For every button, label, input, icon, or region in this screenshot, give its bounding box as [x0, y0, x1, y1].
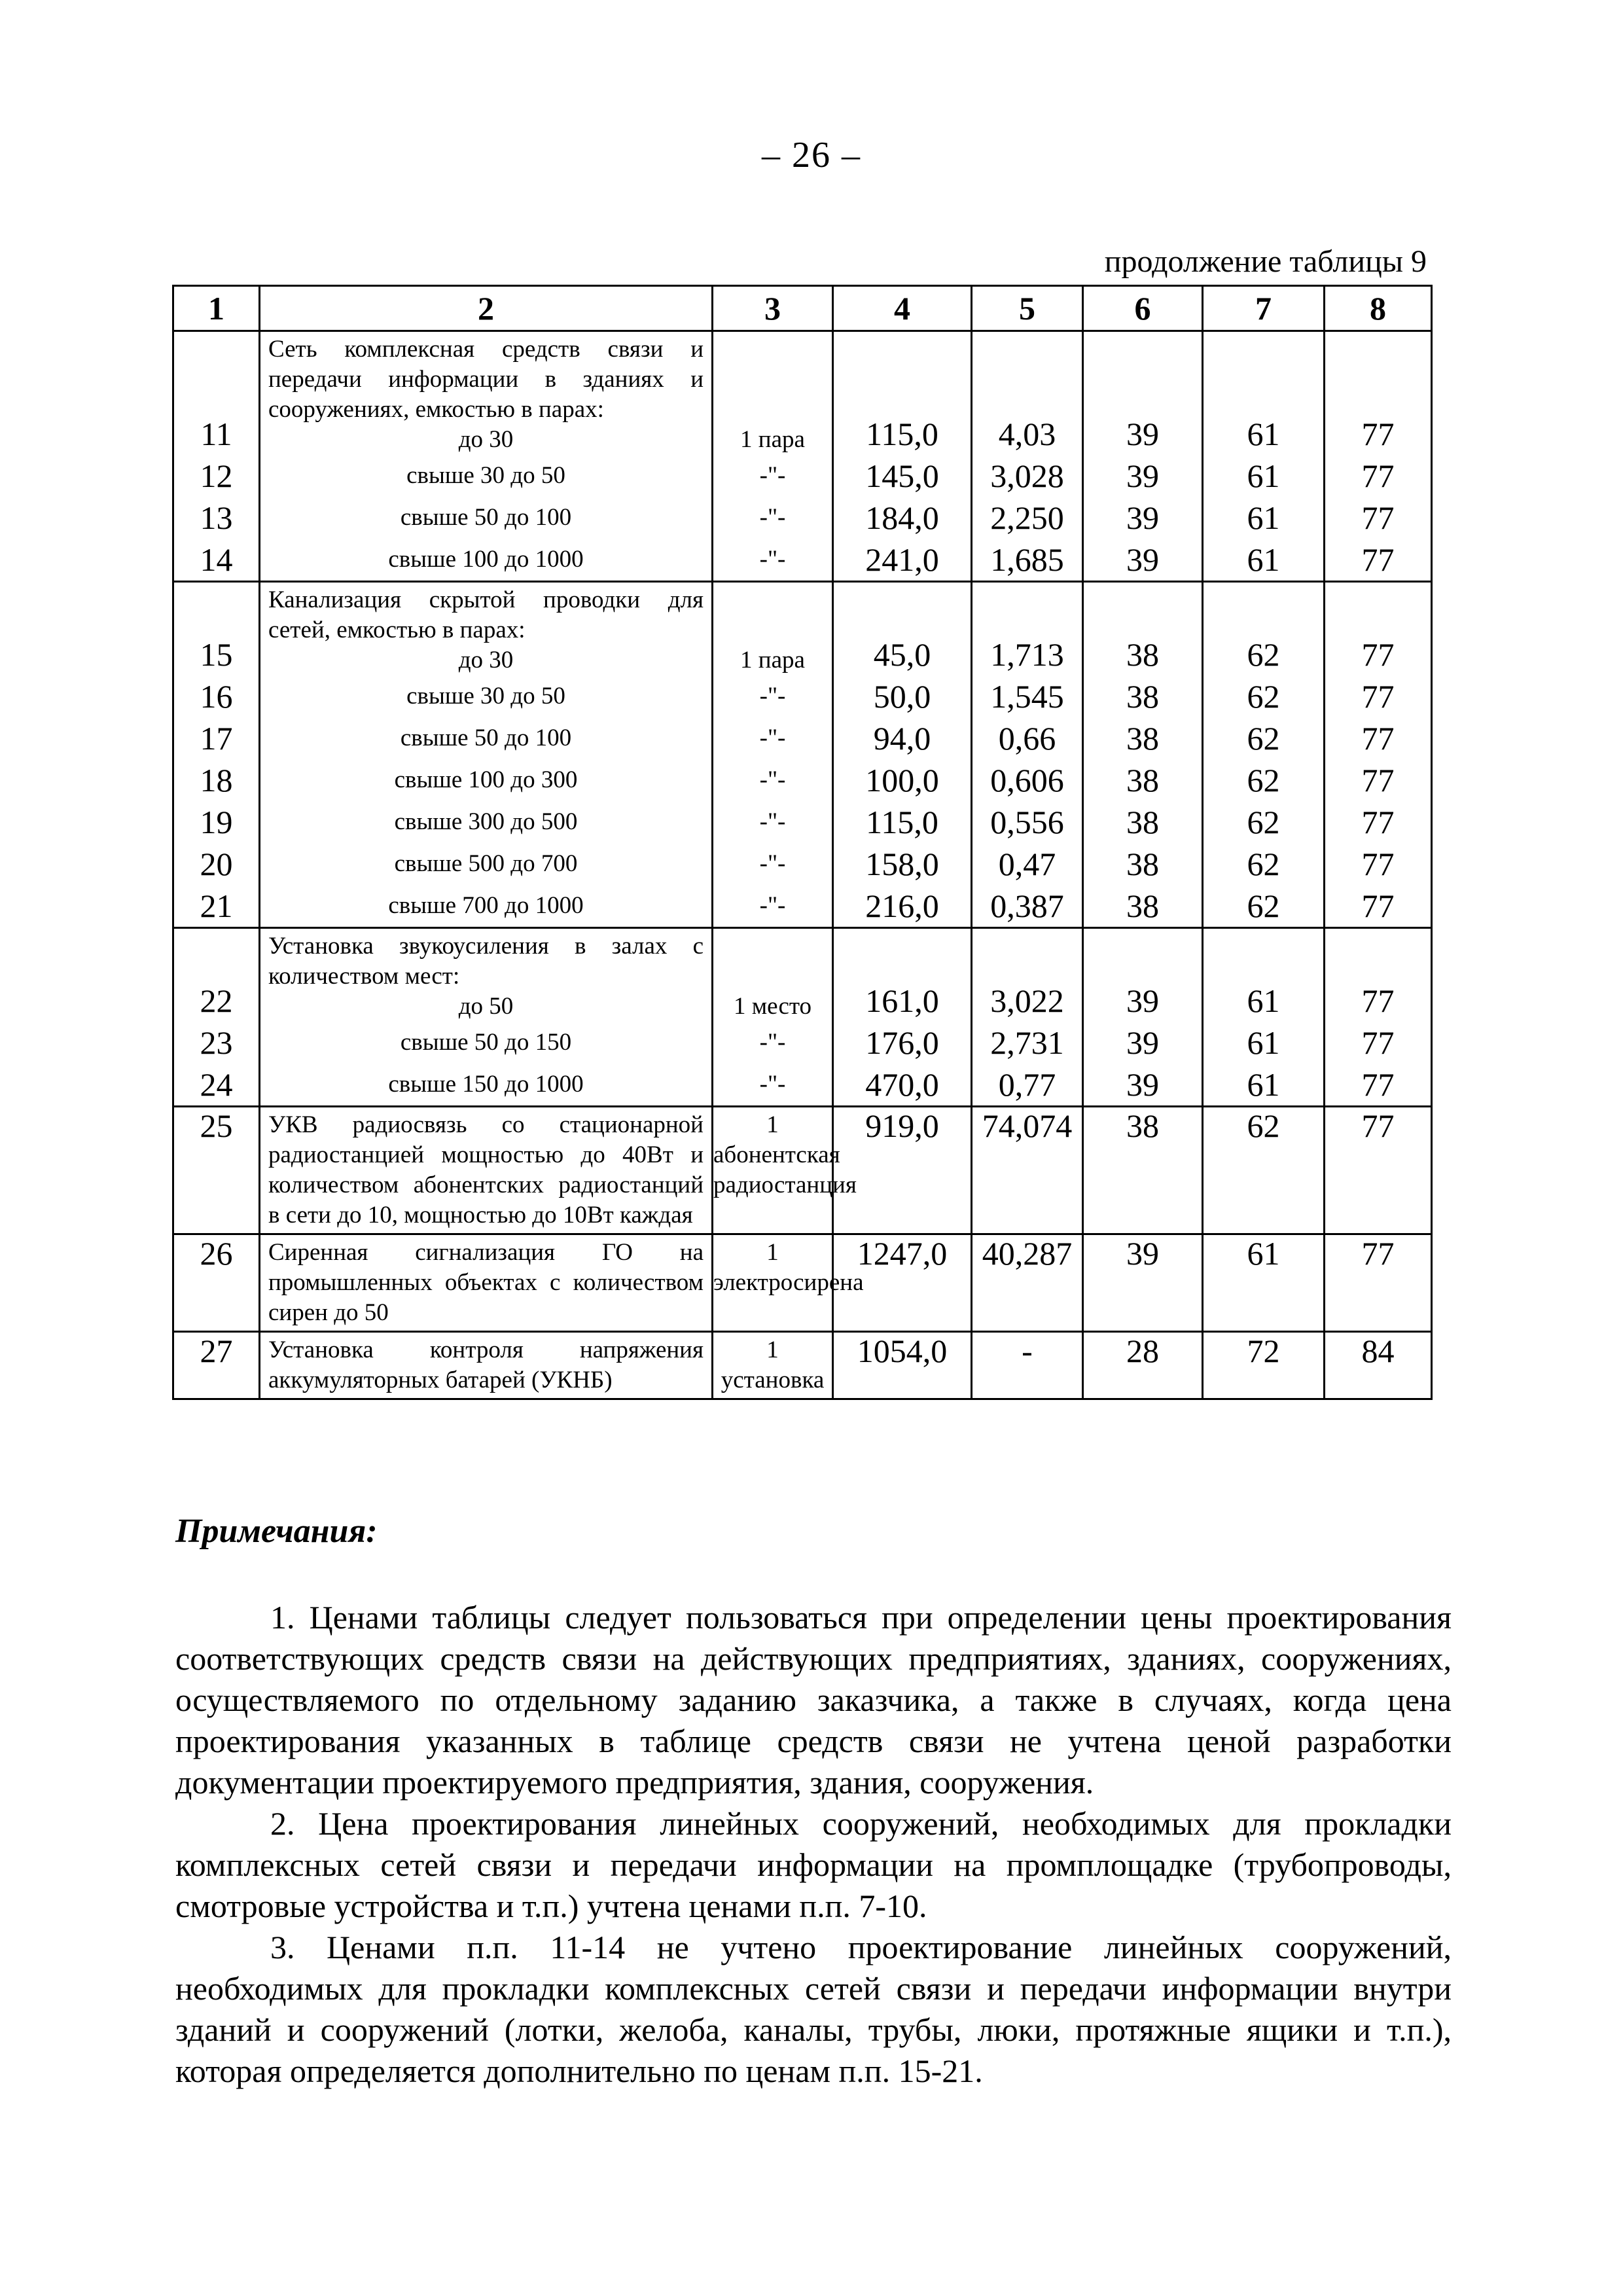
value: 94,0 — [873, 720, 931, 757]
value: 77 — [1361, 541, 1395, 578]
value: 2,250 — [990, 499, 1064, 536]
table-row — [173, 1107, 1432, 1234]
unit-value: 1 пара — [740, 647, 805, 673]
value: 4,03 — [998, 416, 1056, 452]
value-cell: 40,287 — [972, 1234, 1083, 1332]
unit-value: 1 место — [733, 993, 812, 1020]
value: 0,66 — [998, 720, 1056, 757]
value: 61 — [1247, 541, 1280, 578]
value: 38 — [1126, 678, 1159, 715]
value: 61 — [1247, 499, 1280, 536]
unit-cell — [713, 928, 833, 1107]
value: 77 — [1361, 416, 1395, 452]
value: 62 — [1247, 678, 1280, 715]
column-header: 6 — [1083, 286, 1203, 331]
row-number: 23 — [200, 1024, 233, 1061]
description-cell: Сиренная сигнализация ГО на промышленных объектах с количеством сирен до 50 — [260, 1234, 713, 1332]
unit-value: -"- — [759, 766, 786, 793]
value: 39 — [1126, 499, 1159, 536]
group-header: Установка звукоусиления в залах с количеством мест: — [268, 933, 704, 990]
group-header: Сеть комплексная средств связи и передачи информации в зданиях и сооружениях, емкостью в парах: — [268, 336, 704, 423]
table-group-row — [173, 928, 1432, 1107]
description-cell — [260, 331, 713, 582]
range-label: свыше 500 до 700 — [394, 850, 578, 877]
value: 77 — [1361, 457, 1395, 494]
unit-cell: 1 абонентская радиостанция — [713, 1107, 833, 1234]
value: 39 — [1126, 457, 1159, 494]
value: 77 — [1361, 720, 1395, 757]
value: 61 — [1247, 457, 1280, 494]
unit-cell: 1 электросирена — [713, 1234, 833, 1332]
value-cell: 72 — [1203, 1332, 1325, 1399]
unit-value: -"- — [759, 725, 786, 751]
page-number: – 26 – — [762, 135, 861, 175]
value: 62 — [1247, 636, 1280, 673]
row-number-cell — [173, 331, 260, 582]
value: 0,387 — [990, 888, 1064, 924]
range-label: до 30 — [458, 426, 514, 453]
unit-value: -"- — [759, 504, 786, 531]
value-cell: 1247,0 — [833, 1234, 972, 1332]
note-item: 2. Цена проектирования линейных сооружений, необходимых для прокладки комплексных сетей связи и передачи информации на промплощадке (трубопроводы, смотровые устройства и т.п.) учтена ценами п.п. 7-10. — [175, 1805, 1452, 1924]
value: 1,545 — [990, 678, 1064, 715]
value-cell — [833, 928, 972, 1107]
value: 184,0 — [865, 499, 939, 536]
value-cell: 62 — [1203, 1107, 1325, 1234]
unit-value: -"- — [759, 546, 786, 573]
row-number: 16 — [200, 678, 233, 715]
value: 158,0 — [865, 846, 939, 882]
value: 115,0 — [866, 804, 938, 840]
unit-value: 1 пара — [740, 426, 805, 453]
unit-value: -"- — [759, 683, 786, 709]
range-label: до 30 — [458, 647, 514, 673]
range-label: свыше 300 до 500 — [394, 808, 578, 835]
row-number: 25 — [173, 1107, 260, 1234]
value: 1,685 — [990, 541, 1064, 578]
range-label: свыше 700 до 1000 — [388, 892, 584, 919]
value: 77 — [1361, 982, 1395, 1019]
value-cell — [1083, 331, 1203, 582]
row-number-cell — [173, 928, 260, 1107]
column-header: 2 — [260, 286, 713, 331]
value: 470,0 — [865, 1066, 939, 1103]
value: 77 — [1361, 762, 1395, 798]
column-header: 1 — [173, 286, 260, 331]
value: 115,0 — [866, 416, 938, 452]
value: 0,47 — [998, 846, 1056, 882]
value: 0,606 — [990, 762, 1064, 798]
value: 50,0 — [873, 678, 931, 715]
value: 45,0 — [873, 636, 931, 673]
value: 62 — [1247, 762, 1280, 798]
value-cell — [1083, 928, 1203, 1107]
unit-value: -"- — [759, 850, 786, 877]
row-number: 22 — [200, 982, 233, 1019]
range-label: свыше 100 до 300 — [394, 766, 578, 793]
unit-value: -"- — [759, 892, 786, 919]
row-number: 24 — [200, 1066, 233, 1103]
value: 39 — [1126, 1024, 1159, 1061]
value-cell: 84 — [1325, 1332, 1432, 1399]
row-number: 20 — [200, 846, 233, 882]
range-label: свыше 30 до 50 — [406, 683, 565, 709]
group-header: Канализация скрытой проводки для сетей, емкостью в парах: — [268, 586, 704, 643]
value: 39 — [1126, 982, 1159, 1019]
value-cell: 77 — [1325, 1107, 1432, 1234]
value-cell: - — [972, 1332, 1083, 1399]
value: 3,022 — [990, 982, 1064, 1019]
table-continuation-label: продолжение таблицы 9 — [1104, 244, 1427, 279]
value-cell — [1203, 582, 1325, 928]
unit-value: -"- — [759, 462, 786, 489]
row-number: 14 — [200, 541, 233, 578]
row-number: 17 — [200, 720, 233, 757]
value: 39 — [1126, 1066, 1159, 1103]
range-label: свыше 50 до 100 — [400, 725, 572, 751]
value-cell — [972, 331, 1083, 582]
value-cell: 28 — [1083, 1332, 1203, 1399]
row-number: 11 — [200, 416, 232, 452]
column-header: 5 — [972, 286, 1083, 331]
value: 61 — [1247, 1024, 1280, 1061]
value-cell: 74,074 — [972, 1107, 1083, 1234]
table-group-row — [173, 331, 1432, 582]
value-cell — [1203, 331, 1325, 582]
value: 1,713 — [990, 636, 1064, 673]
unit-value: -"- — [759, 1071, 786, 1098]
value: 77 — [1361, 636, 1395, 673]
value: 2,731 — [990, 1024, 1064, 1061]
range-label: свыше 150 до 1000 — [388, 1071, 584, 1098]
notes — [175, 1597, 1452, 2092]
column-header: 7 — [1203, 286, 1325, 331]
unit-value: -"- — [759, 808, 786, 835]
value: 145,0 — [865, 457, 939, 494]
description-cell — [260, 928, 713, 1107]
unit-cell — [713, 331, 833, 582]
value-cell: 1054,0 — [833, 1332, 972, 1399]
value: 39 — [1126, 416, 1159, 452]
row-number: 21 — [200, 888, 233, 924]
value: 38 — [1126, 846, 1159, 882]
value-cell: 919,0 — [833, 1107, 972, 1234]
range-label: свыше 50 до 100 — [400, 504, 572, 531]
value: 3,028 — [990, 457, 1064, 494]
note-item: 3. Ценами п.п. 11-14 не учтено проектирование линейных сооружений, необходимых для прокладки комплексных сетей связи и передачи информации внутри зданий и сооружений (лотки, желоба, каналы, трубы, люки, протяжные ящики и т.п.), которая определяется дополнительно по ценам п.п. 15-21. — [175, 1929, 1452, 2089]
value: 62 — [1247, 846, 1280, 882]
unit-value: -"- — [759, 1029, 786, 1056]
value: 38 — [1126, 720, 1159, 757]
value-cell: 77 — [1325, 1234, 1432, 1332]
value: 38 — [1126, 888, 1159, 924]
value: 77 — [1361, 1024, 1395, 1061]
table-header-row — [173, 286, 1432, 331]
value-cell — [972, 928, 1083, 1107]
value: 62 — [1247, 720, 1280, 757]
value: 100,0 — [865, 762, 939, 798]
description-cell — [260, 582, 713, 928]
row-number: 19 — [200, 804, 233, 840]
row-number: 15 — [200, 636, 233, 673]
row-number: 27 — [173, 1332, 260, 1399]
value: 77 — [1361, 678, 1395, 715]
value-cell — [1083, 582, 1203, 928]
row-number: 18 — [200, 762, 233, 798]
value-cell: 61 — [1203, 1234, 1325, 1332]
value-cell: 38 — [1083, 1107, 1203, 1234]
unit-cell — [713, 582, 833, 928]
value: 77 — [1361, 1066, 1395, 1103]
column-header: 8 — [1325, 286, 1432, 331]
table-row — [173, 1332, 1432, 1399]
value: 77 — [1361, 846, 1395, 882]
table-row — [173, 1234, 1432, 1332]
row-number: 13 — [200, 499, 233, 536]
value-cell — [1203, 928, 1325, 1107]
table-group-row — [173, 582, 1432, 928]
note-item: 1. Ценами таблицы следует пользоваться при определении цены проектирования соответствующих средств связи на действующих предприятиях, зданиях, сооружениях, осуществляемого по отдельному заданию заказчика, а также в случаях, когда цена проектирования указанных в таблице средств связи не учтена ценой разработки документации проектируемого предприятия, здания, сооружения. — [175, 1599, 1452, 1801]
value: 0,77 — [998, 1066, 1056, 1103]
value: 0,556 — [990, 804, 1064, 840]
value-cell — [833, 331, 972, 582]
column-header: 4 — [833, 286, 972, 331]
row-number: 12 — [200, 457, 233, 494]
value-cell: 39 — [1083, 1234, 1203, 1332]
value: 61 — [1247, 416, 1280, 452]
column-header: 3 — [713, 286, 833, 331]
value: 38 — [1126, 804, 1159, 840]
value: 77 — [1361, 804, 1395, 840]
value: 161,0 — [865, 982, 939, 1019]
range-label: свыше 100 до 1000 — [388, 546, 584, 573]
unit-cell: 1 установка — [713, 1332, 833, 1399]
value: 77 — [1361, 499, 1395, 536]
value: 38 — [1126, 636, 1159, 673]
price-table — [172, 285, 1433, 1400]
value: 62 — [1247, 804, 1280, 840]
value: 216,0 — [865, 888, 939, 924]
range-label: до 50 — [458, 993, 514, 1020]
value: 61 — [1247, 982, 1280, 1019]
row-number: 26 — [173, 1234, 260, 1332]
row-number-cell — [173, 582, 260, 928]
value: 39 — [1126, 541, 1159, 578]
value: 61 — [1247, 1066, 1280, 1103]
range-label: свыше 50 до 150 — [400, 1029, 572, 1056]
value-cell — [1325, 331, 1432, 582]
description-cell: Установка контроля напряжения аккумуляторных батарей (УКНБ) — [260, 1332, 713, 1399]
notes-title: Примечания: — [175, 1513, 378, 1550]
value-cell — [972, 582, 1083, 928]
value: 77 — [1361, 888, 1395, 924]
value-cell — [1325, 582, 1432, 928]
value-cell — [1325, 928, 1432, 1107]
value: 38 — [1126, 762, 1159, 798]
range-label: свыше 30 до 50 — [406, 462, 565, 489]
description-cell: УКВ радиосвязь со стационарной радиостанцией мощностью до 40Вт и количеством абонентских радиостанций в сети до 10, мощностью до 10Вт каждая — [260, 1107, 713, 1234]
value-cell — [833, 582, 972, 928]
value: 62 — [1247, 888, 1280, 924]
value: 241,0 — [865, 541, 939, 578]
value: 176,0 — [865, 1024, 939, 1061]
